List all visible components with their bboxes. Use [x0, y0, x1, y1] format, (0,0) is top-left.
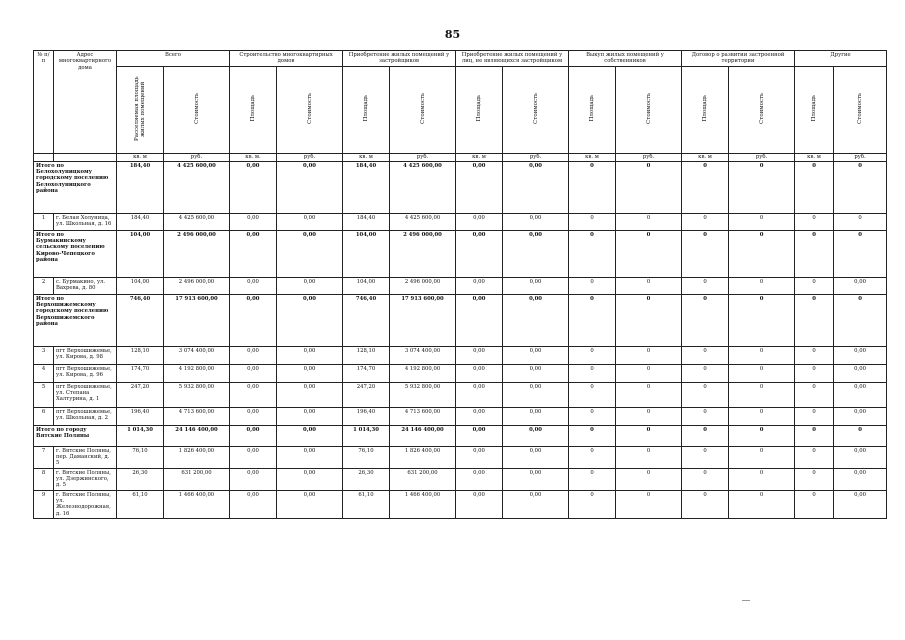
- value-cell: 0,00: [230, 230, 277, 277]
- subtotal-row: [34, 230, 887, 277]
- value-cell: 0: [569, 161, 616, 213]
- value-cell: 0: [729, 230, 795, 277]
- header-sub-6: [456, 66, 503, 153]
- header-sub-11: [729, 66, 795, 153]
- value-cell: 0,00: [456, 446, 503, 468]
- value-cell: 0,00: [230, 382, 277, 407]
- value-cell: 0: [795, 407, 834, 425]
- value-cell: 0: [834, 213, 887, 230]
- value-cell: 0: [569, 382, 616, 407]
- address-cell: с. Бурмакино, ул. Вахрева, д. 80: [54, 277, 117, 294]
- value-cell: 0,00: [230, 490, 277, 518]
- value-cell: 1 466 400,00: [390, 490, 456, 518]
- value-cell: 0,00: [277, 490, 343, 518]
- unit-cell: руб.: [277, 153, 343, 161]
- value-cell: 104,00: [343, 230, 390, 277]
- header-sub-5: [390, 66, 456, 153]
- header-sub-label: Площадь: [476, 95, 483, 122]
- row-number: 4: [34, 364, 54, 382]
- value-cell: 0: [795, 490, 834, 518]
- value-cell: 0: [616, 468, 682, 490]
- value-cell: 0: [834, 294, 887, 346]
- value-cell: 2 496 000,00: [390, 277, 456, 294]
- value-cell: 0,00: [277, 213, 343, 230]
- value-cell: 0: [616, 277, 682, 294]
- value-cell: 0,00: [503, 364, 569, 382]
- unit-cell: кв. м: [569, 153, 616, 161]
- value-cell: 0,00: [456, 490, 503, 518]
- value-cell: 0: [616, 382, 682, 407]
- header-sub-9: [616, 66, 682, 153]
- row-number: 2: [34, 277, 54, 294]
- value-cell: 0,00: [503, 294, 569, 346]
- value-cell: 0: [729, 425, 795, 446]
- value-cell: 247,20: [343, 382, 390, 407]
- unit-cell: кв. м: [795, 153, 834, 161]
- value-cell: 0: [569, 346, 616, 364]
- header-sub-label: Стоимость: [645, 93, 652, 125]
- header-sub-2: [230, 66, 277, 153]
- value-cell: 17 913 600,00: [390, 294, 456, 346]
- value-cell: 4 425 600,00: [164, 213, 230, 230]
- value-cell: 26,30: [117, 468, 164, 490]
- value-cell: 104,00: [343, 277, 390, 294]
- value-cell: 0: [795, 346, 834, 364]
- header-sub-13: [834, 66, 887, 153]
- value-cell: 4 425 600,00: [390, 161, 456, 213]
- table-row: [34, 346, 887, 364]
- header-sub-10: [682, 66, 729, 153]
- subtotal-row: [34, 294, 887, 346]
- value-cell: 0: [569, 425, 616, 446]
- value-cell: 0: [795, 446, 834, 468]
- value-cell: 0,00: [456, 382, 503, 407]
- value-cell: 0: [682, 346, 729, 364]
- header-group-purchase-non-developers: Приобретение жилых помещений у лиц, не являющихся застройщиком: [456, 51, 569, 67]
- value-cell: 0,00: [230, 161, 277, 213]
- value-cell: 0,00: [277, 407, 343, 425]
- header-sub-3: [277, 66, 343, 153]
- value-cell: 4 713 600,00: [164, 407, 230, 425]
- unit-cell: кв. м: [343, 153, 390, 161]
- value-cell: 0,00: [230, 277, 277, 294]
- header-sub-label: Площадь: [250, 95, 256, 122]
- address-cell: пгт Верхошижемье, ул. Степана Халтурина, д. 1: [54, 382, 117, 407]
- value-cell: 0,00: [456, 230, 503, 277]
- subtotal-row: [34, 161, 887, 213]
- row-number: 1: [34, 213, 54, 230]
- subtotal-label: Итого по Верхошижемскому городскому поселению Верхошижемского района: [34, 294, 117, 346]
- header-sub-label: Площадь: [702, 95, 709, 122]
- value-cell: 0,00: [456, 294, 503, 346]
- value-cell: 0,00: [456, 161, 503, 213]
- value-cell: 0: [682, 446, 729, 468]
- value-cell: 0: [729, 468, 795, 490]
- value-cell: 0,00: [277, 425, 343, 446]
- value-cell: 0,00: [230, 213, 277, 230]
- value-cell: 76,10: [343, 446, 390, 468]
- value-cell: 0,00: [503, 382, 569, 407]
- table-row: [34, 277, 887, 294]
- value-cell: 1 014,30: [343, 425, 390, 446]
- value-cell: 128,10: [117, 346, 164, 364]
- header-group-total: Всего: [117, 51, 230, 67]
- unit-cell: руб.: [390, 153, 456, 161]
- value-cell: 0,00: [834, 382, 887, 407]
- value-cell: 4 425 600,00: [390, 213, 456, 230]
- header-no: № п/п: [34, 51, 54, 154]
- value-cell: 0: [569, 364, 616, 382]
- value-cell: 247,20: [117, 382, 164, 407]
- value-cell: 0: [616, 425, 682, 446]
- header-sub-0: [117, 66, 164, 153]
- value-cell: 5 932 800,00: [164, 382, 230, 407]
- value-cell: 0,00: [456, 364, 503, 382]
- value-cell: 104,00: [117, 230, 164, 277]
- value-cell: 0: [795, 382, 834, 407]
- table-row: [34, 382, 887, 407]
- header-sub-8: [569, 66, 616, 153]
- address-cell: пгт Верхошижемье, ул. Кирова, д. 98: [54, 346, 117, 364]
- value-cell: 174,70: [117, 364, 164, 382]
- value-cell: 0,00: [277, 446, 343, 468]
- value-cell: 2 496 000,00: [390, 230, 456, 277]
- value-cell: 0: [729, 294, 795, 346]
- value-cell: 0: [834, 230, 887, 277]
- value-cell: 0,00: [277, 277, 343, 294]
- value-cell: 0,00: [230, 294, 277, 346]
- value-cell: 0,00: [503, 161, 569, 213]
- address-cell: г. Вятские Поляны, пер. Даманский, д. 5: [54, 446, 117, 468]
- value-cell: 0,00: [456, 468, 503, 490]
- value-cell: 0: [729, 213, 795, 230]
- value-cell: 184,40: [343, 161, 390, 213]
- value-cell: 0: [729, 490, 795, 518]
- value-cell: 2 496 000,00: [164, 230, 230, 277]
- value-cell: 0: [569, 490, 616, 518]
- value-cell: 4 713 600,00: [390, 407, 456, 425]
- value-cell: 1 466 400,00: [164, 490, 230, 518]
- address-cell: г. Вятские Поляны, ул. Дзержинского, д. 5: [54, 468, 117, 490]
- value-cell: 0: [682, 364, 729, 382]
- value-cell: 1 826 400,00: [164, 446, 230, 468]
- value-cell: 0: [729, 346, 795, 364]
- unit-blank: [54, 153, 117, 161]
- page-number: 85: [444, 28, 461, 41]
- header-sub-label: Стоимость: [758, 93, 765, 125]
- unit-cell: кв. м: [117, 153, 164, 161]
- header-sub-label: Стоимость: [193, 93, 200, 125]
- value-cell: 0,00: [277, 346, 343, 364]
- value-cell: 4 425 600,00: [164, 161, 230, 213]
- value-cell: 0: [729, 407, 795, 425]
- value-cell: 0: [616, 490, 682, 518]
- value-cell: 0: [569, 294, 616, 346]
- value-cell: 0: [682, 277, 729, 294]
- value-cell: 0: [795, 364, 834, 382]
- value-cell: 0: [795, 230, 834, 277]
- value-cell: 0: [569, 277, 616, 294]
- address-cell: г. Белая Холуница, ул. Школьная, д. 16: [54, 213, 117, 230]
- header-sub-4: [343, 66, 390, 153]
- value-cell: 61,10: [343, 490, 390, 518]
- address-cell: пгт Верхошижемье, ул. Школьная, д. 2: [54, 407, 117, 425]
- value-cell: 631 200,00: [390, 468, 456, 490]
- value-cell: 0,00: [503, 468, 569, 490]
- address-cell: г. Вятские Поляны, ул. Железнодорожная, д. 16: [54, 490, 117, 518]
- value-cell: 0,00: [503, 425, 569, 446]
- value-cell: 0,00: [456, 213, 503, 230]
- row-number: 7: [34, 446, 54, 468]
- value-cell: 0,00: [834, 446, 887, 468]
- value-cell: 0: [682, 213, 729, 230]
- value-cell: 4 192 800,00: [390, 364, 456, 382]
- header-sub-1: [164, 66, 230, 153]
- header-row-units: [34, 153, 887, 161]
- value-cell: 0,00: [277, 294, 343, 346]
- header-address: Адрес многоквартирного дома: [54, 51, 117, 154]
- unit-cell: кв. м: [456, 153, 503, 161]
- value-cell: 0,00: [834, 277, 887, 294]
- subtotal-label: Итого по Бурмакинскому сельскому поселению Кирово-Чепецкого района: [34, 230, 117, 277]
- value-cell: 0,00: [834, 364, 887, 382]
- row-number: 3: [34, 346, 54, 364]
- value-cell: 24 146 400,00: [164, 425, 230, 446]
- value-cell: 0,00: [277, 382, 343, 407]
- subtotal-label: Итого по городу Вятские Поляны: [34, 425, 117, 446]
- value-cell: 0: [795, 213, 834, 230]
- row-number: 9: [34, 490, 54, 518]
- value-cell: 0: [729, 382, 795, 407]
- value-cell: 0: [616, 213, 682, 230]
- value-cell: 0,00: [503, 277, 569, 294]
- value-cell: 2 496 000,00: [164, 277, 230, 294]
- scan-mark: [742, 600, 750, 601]
- header-sub-label: Площадь: [589, 95, 596, 122]
- value-cell: 0: [682, 382, 729, 407]
- unit-cell: руб.: [616, 153, 682, 161]
- value-cell: 184,40: [343, 213, 390, 230]
- value-cell: 0: [616, 364, 682, 382]
- value-cell: 0: [569, 407, 616, 425]
- value-cell: 196,40: [117, 407, 164, 425]
- value-cell: 0: [795, 294, 834, 346]
- header-sub-label: Стоимость: [532, 93, 539, 125]
- value-cell: 4 192 800,00: [164, 364, 230, 382]
- value-cell: 0: [682, 425, 729, 446]
- row-number: 6: [34, 407, 54, 425]
- value-cell: 0: [729, 161, 795, 213]
- value-cell: 0,00: [230, 468, 277, 490]
- subtotal-row: [34, 425, 887, 446]
- value-cell: 3 074 400,00: [390, 346, 456, 364]
- value-cell: 0,00: [834, 407, 887, 425]
- table-body: [34, 161, 887, 518]
- value-cell: 0: [569, 446, 616, 468]
- header-row-groups: [34, 51, 887, 67]
- header-sub-label: Стоимость: [419, 93, 426, 125]
- value-cell: 0,00: [277, 468, 343, 490]
- header-group-other: Другие: [795, 51, 887, 67]
- unit-cell: руб.: [503, 153, 569, 161]
- value-cell: 0: [616, 346, 682, 364]
- value-cell: 128,10: [343, 346, 390, 364]
- table-row: [34, 468, 887, 490]
- value-cell: 0,00: [834, 490, 887, 518]
- value-cell: 0,00: [503, 407, 569, 425]
- value-cell: 1 826 400,00: [390, 446, 456, 468]
- value-cell: 104,00: [117, 277, 164, 294]
- value-cell: 0: [682, 490, 729, 518]
- resettlement-table: [33, 50, 887, 519]
- value-cell: 0,00: [834, 468, 887, 490]
- header-sub-label: Расселяемая площадь жилых помещений: [134, 76, 146, 141]
- value-cell: 0,00: [456, 277, 503, 294]
- value-cell: 0,00: [503, 346, 569, 364]
- value-cell: 184,40: [117, 161, 164, 213]
- unit-cell: кв. м: [682, 153, 729, 161]
- header-sub-label: Стоимость: [306, 93, 313, 125]
- value-cell: 0: [729, 446, 795, 468]
- value-cell: 0: [729, 277, 795, 294]
- value-cell: 0: [569, 230, 616, 277]
- value-cell: 0: [729, 364, 795, 382]
- value-cell: 0,00: [230, 346, 277, 364]
- value-cell: 17 913 600,00: [164, 294, 230, 346]
- header-row-subcolumns: [34, 66, 887, 153]
- value-cell: 0,00: [456, 425, 503, 446]
- header-sub-label: Стоимость: [857, 93, 864, 125]
- value-cell: 0,00: [503, 213, 569, 230]
- value-cell: 0: [834, 161, 887, 213]
- value-cell: 0: [834, 425, 887, 446]
- value-cell: 174,70: [343, 364, 390, 382]
- unit-blank: [34, 153, 54, 161]
- header-sub-12: [795, 66, 834, 153]
- value-cell: 0: [682, 294, 729, 346]
- row-number: 8: [34, 468, 54, 490]
- value-cell: 76,10: [117, 446, 164, 468]
- value-cell: 746,40: [343, 294, 390, 346]
- table-row: [34, 364, 887, 382]
- value-cell: 0,00: [230, 407, 277, 425]
- subtotal-label: Итого по Белохолуницкому городскому поселению Белохолуницкого района: [34, 161, 117, 213]
- value-cell: 0: [569, 213, 616, 230]
- row-number: 5: [34, 382, 54, 407]
- header-sub-label: Площадь: [363, 95, 370, 122]
- header-sub-7: [503, 66, 569, 153]
- value-cell: 196,40: [343, 407, 390, 425]
- table-row: [34, 213, 887, 230]
- value-cell: 0,00: [277, 364, 343, 382]
- value-cell: 0,00: [834, 346, 887, 364]
- value-cell: 24 146 400,00: [390, 425, 456, 446]
- value-cell: 0: [795, 161, 834, 213]
- value-cell: 0: [682, 161, 729, 213]
- value-cell: 0,00: [456, 407, 503, 425]
- value-cell: 0: [682, 407, 729, 425]
- value-cell: 631 200,00: [164, 468, 230, 490]
- value-cell: 0,00: [503, 446, 569, 468]
- address-cell: пгт Верхошижемье, ул. Кирова, д. 96: [54, 364, 117, 382]
- header-group-buyout: Выкуп жилых помещений у собственников: [569, 51, 682, 67]
- value-cell: 0: [795, 277, 834, 294]
- value-cell: 5 932 800,00: [390, 382, 456, 407]
- unit-cell: руб.: [834, 153, 887, 161]
- table-row: [34, 490, 887, 518]
- value-cell: 746,40: [117, 294, 164, 346]
- unit-cell: руб.: [164, 153, 230, 161]
- header-group-development-contract: Договор о развитии застроенной территории: [682, 51, 795, 67]
- value-cell: 0: [616, 294, 682, 346]
- table-row: [34, 407, 887, 425]
- value-cell: 0: [682, 230, 729, 277]
- value-cell: 0,00: [230, 446, 277, 468]
- unit-cell: кв. м.: [230, 153, 277, 161]
- value-cell: 0,00: [456, 346, 503, 364]
- header-sub-label: Площадь: [811, 95, 818, 122]
- value-cell: 61,10: [117, 490, 164, 518]
- value-cell: 0: [616, 161, 682, 213]
- value-cell: 0: [616, 446, 682, 468]
- value-cell: 0: [682, 468, 729, 490]
- value-cell: 26,30: [343, 468, 390, 490]
- table-row: [34, 446, 887, 468]
- value-cell: 0,00: [503, 230, 569, 277]
- value-cell: 0,00: [503, 490, 569, 518]
- header-group-purchase-developers: Приобретение жилых помещений у застройщиков: [343, 51, 456, 67]
- value-cell: 0,00: [277, 161, 343, 213]
- value-cell: 0: [616, 230, 682, 277]
- value-cell: 0: [569, 468, 616, 490]
- unit-cell: руб.: [729, 153, 795, 161]
- value-cell: 0,00: [230, 364, 277, 382]
- value-cell: 184,40: [117, 213, 164, 230]
- value-cell: 0,00: [230, 425, 277, 446]
- value-cell: 1 014,30: [117, 425, 164, 446]
- value-cell: 0,00: [277, 230, 343, 277]
- value-cell: 0: [795, 468, 834, 490]
- value-cell: 0: [795, 425, 834, 446]
- value-cell: 3 074 400,00: [164, 346, 230, 364]
- value-cell: 0: [616, 407, 682, 425]
- header-group-construction: Строительство многоквартирных домов: [230, 51, 343, 67]
